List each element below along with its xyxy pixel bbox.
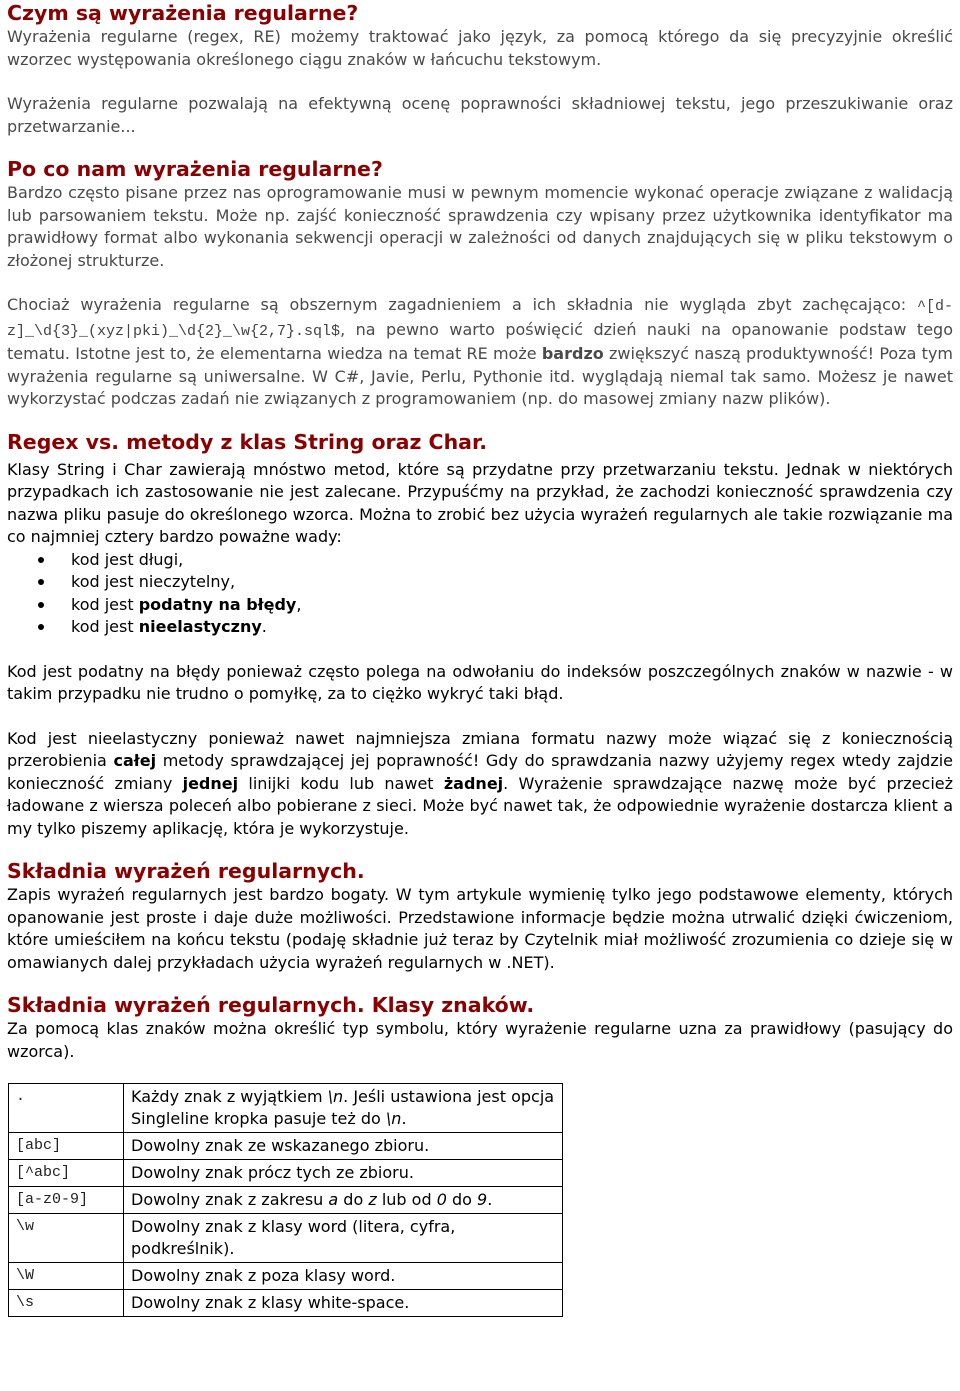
class-symbol: [^abc] [9,1160,124,1187]
paragraph-syntax: Zapis wyrażeń regularnych jest bardzo bogaty. W tym artykule wymienię tylko jego podstawowe elementy, których opanowanie jest proste i daje duże możliwości. Przedstawione informacje będzie można utrwalić dzięki ćwiczeniom, które umieściłem na końcu tekstu (podaję składnie już teraz by Czytelnik miał możliwość zrozumienia co dzieje się w omawianych dalej przykładach użycia wyrażeń regularnych w .NET). [7,885,953,972]
text-run: Dowolny znak z zakresu [131,1190,329,1209]
bold-text: żadnej [443,773,504,793]
class-symbol: . [9,1084,124,1133]
class-symbol: \s [9,1290,124,1317]
table-row [9,1214,563,1263]
text-run: zwiększyć naszą produktywność! Poza tym wyrażenia regularne są uniwersalne. W C#, Javie, Perlu, Pythonie itd. wyglądają niemal tak samo. Możesz je nawet wykorzystać podczas zadań nie związanych z programowaniem (np. do masowej zmiany nazw plików). [7,344,953,408]
class-description [124,1084,563,1133]
bold-text: nieelastyczny [138,617,262,636]
paragraph-character-classes: Za pomocą klas znaków można określić typ symbolu, który wyrażenie regularne uzna za prawidłowy (pasujący do wzorca). [7,1019,953,1061]
paragraph-string-char: Klasy String i Char zawierają mnóstwo metod, które są przydatne przy przetwarzaniu tekstu. Jednak w niektórych przypadkach ich zastosowanie nie jest zalecane. Przypuśćmy na przykład, że zachodzi konieczność sprawdzenia czy nazwa pliku pasuje do określonego wzorca. Można to zrobić bez użycia wyrażeń regularnych ale takie rozwiązanie ma co najmniej cztery bardzo poważne wady: [7,459,953,546]
heading-regex-vs-string: Regex vs. metody z klas String oraz Char. [7,429,487,454]
heading-why-regex: Po co nam wyrażenia regularne? [7,157,383,181]
text-run: do [338,1190,369,1209]
class-description: Dowolny znak prócz tych ze zbioru. [124,1160,563,1187]
text-run: Każdy znak z wyjątkiem [131,1087,328,1106]
table-row [9,1290,563,1317]
class-description: Dowolny znak z klasy white-space. [124,1290,563,1317]
drawbacks-list [7,549,953,639]
class-symbol: \W [9,1263,124,1290]
text-run: lub od [376,1190,437,1209]
paragraph-purpose: Wyrażenia regularne pozwalają na efektywną ocenę poprawności składniowej tekstu, jego przeszukiwanie oraz przetwarzanie... [7,94,953,136]
class-description [124,1187,563,1214]
list-item: kod jest długi, [71,549,953,572]
italic-text: 9 [477,1190,488,1209]
class-description: Dowolny znak z klasy word (litera, cyfra, podkreślnik). [124,1214,563,1263]
list-item: kod jest nieczytelny, [71,571,953,594]
table-row [9,1187,563,1214]
paragraph-definition: Wyrażenia regularne (regex, RE) możemy traktować jako język, za pomocą którego da się precyzyjnie określić wzorzec występowania określonego ciągu znaków w łańcuchu tekstowym. [7,27,953,69]
paragraph-inflexible [7,728,953,841]
heading-syntax: Składnia wyrażeń regularnych. [7,859,365,883]
class-symbol: \w [9,1214,124,1263]
table-row [9,1160,563,1187]
text-run: kod jest [71,617,139,636]
text-run: . [261,617,267,636]
italic-text: \n [385,1109,402,1128]
class-description: Dowolny znak z poza klasy word. [124,1263,563,1290]
text-run: . Jeśli ustawiona jest opcja Singleline kropka pasuje też do [131,1087,555,1128]
italic-text: 0 [436,1190,447,1209]
bold-text: podatny na błędy [138,594,297,614]
bold-text: jednej [182,773,239,793]
table-row [9,1133,563,1160]
text-run: . Wyrażenie sprawdzające nazwę może być przecież ładowane z wiersza poleceń albo pobierane z sieci. Może być nawet tak, że odpowiednie wyrażenie dostarcza klient a my tylko piszemy aplikację, która je wykorzystuje. [7,773,954,838]
text-run: , [296,594,302,614]
text-run: Chociaż wyrażenia regularne są obszernym zagadnieniem a ich składnia nie wygląda zbyt zachęcająco: [7,295,917,314]
heading-character-classes: Składnia wyrażeń regularnych. Klasy znaków. [7,993,535,1017]
text-run: kod jest [71,594,139,614]
italic-text: \n [327,1087,344,1106]
list-item [71,594,953,617]
italic-text: a [328,1190,339,1209]
text-run: linijki kodu lub nawet [238,773,444,793]
italic-text: z [368,1190,377,1209]
text-run: . [401,1109,407,1128]
heading-what-are-regex: Czym są wyrażenia regularne? [7,1,359,25]
list-item [71,616,953,639]
class-symbol: [abc] [9,1133,124,1160]
table-row [9,1084,563,1133]
paragraph-error-prone: Kod jest podatny na błędy ponieważ często polega na odwołaniu do indeksów poszczególnych znaków w nazwie - w takim przypadku nie trudno o pomyłkę, za to ciężko wykryć taki błąd. [7,661,953,703]
paragraph-complexity [7,294,953,411]
text-run: Kod jest nieelastyczny ponieważ nawet najmniejsza zmiana formatu nazwy może wiązać się z koniecznością przerobienia [7,728,953,770]
bold-text: bardzo [541,344,604,363]
text-run: , na pewno warto poświęcić dzień nauki na opanowanie podstaw tego tematu. Istotne jest to, że elementarna wiedza na temat RE może [7,319,953,363]
class-symbol: [a-z0-9] [9,1187,124,1214]
text-run: . [487,1190,493,1209]
character-class-table [8,1083,563,1317]
regex-code-sample: ^[d-z]_\d{3}_(xyz|pki)_\d{2}_\w{2,7}.sql$ [7,298,953,340]
table-row [9,1263,563,1290]
paragraph-why: Bardzo często pisane przez nas oprogramowanie musi w pewnym momencie wykonać operacje związane z walidacją lub parsowaniem tekstu. Może np. zajść konieczność sprawdzenia czy wpisany przez użytkownika identyfikator ma prawidłowy format albo wykonania sekwencji operacji w zależności od danych znajdujących się w pliku tekstowym o złożonej strukturze. [7,183,953,270]
text-run: metody sprawdzającej jej poprawność! Gdy do sprawdzania nazwy użyjemy regex wtedy zajdzie konieczność zmiany [7,751,954,793]
text-run: do [446,1190,478,1209]
class-description: Dowolny znak ze wskazanego zbioru. [124,1133,563,1160]
bold-text: całej [113,751,157,770]
